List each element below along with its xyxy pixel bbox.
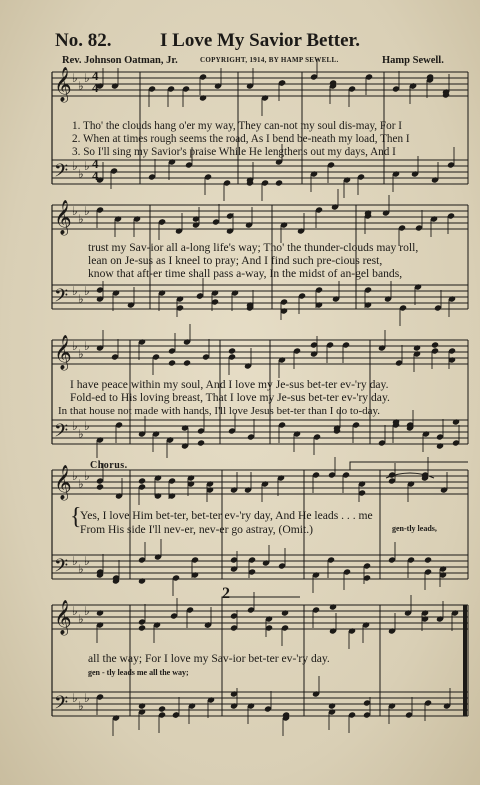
flat-sign: ♭ xyxy=(72,71,78,85)
note-head xyxy=(138,577,146,584)
flat-sign: ♭ xyxy=(78,212,84,226)
time-signature: 4 xyxy=(92,156,99,171)
treble-clef: 𝄞 xyxy=(54,335,72,370)
system1-verse1: 1. Tho' the clouds hang o'er my way, They can-not my soul dis-may, For I xyxy=(72,120,402,132)
bass-clef: 𝄢 xyxy=(54,693,69,718)
treble-clef: 𝄞 xyxy=(54,67,72,102)
flat-sign: ♭ xyxy=(84,71,90,85)
bass-clef: 𝄢 xyxy=(54,421,69,446)
flat-sign: ♭ xyxy=(72,419,78,433)
system2-verse1: trust my Sav-ior all a-long life's way; Tho' the thunder-clouds may roll, xyxy=(88,241,419,254)
flat-sign: ♭ xyxy=(72,554,78,568)
system3-verse3: In that house not made with hands, I'll love Jesus bet-ter than I do to-day. xyxy=(58,405,381,417)
time-signature: 4 xyxy=(92,168,99,183)
hymn-number: No. 82. xyxy=(55,30,112,51)
verse-brace: { xyxy=(70,504,82,530)
bass-clef: 𝄢 xyxy=(54,556,69,581)
note-head xyxy=(413,344,421,351)
note-head xyxy=(138,702,146,709)
final-line: all the way; For I love my Sav-ior bet-ter ev-'ry day. xyxy=(88,652,330,665)
note-head xyxy=(228,347,236,354)
flat-sign: ♭ xyxy=(78,699,84,713)
flat-sign: ♭ xyxy=(84,604,90,618)
flat-sign: ♭ xyxy=(84,339,90,353)
note-head xyxy=(138,477,146,484)
note-head xyxy=(275,179,283,186)
note-head xyxy=(197,439,205,446)
flat-sign: ♭ xyxy=(72,284,78,298)
flat-sign: ♭ xyxy=(78,562,84,576)
flat-sign: ♭ xyxy=(72,339,78,353)
system3-verse1: I have peace within my soul, And I love my Je-sus bet-ter ev-'ry day. xyxy=(70,378,389,391)
first-ending-bracket xyxy=(350,462,468,470)
flat-sign: ♭ xyxy=(72,691,78,705)
note-head xyxy=(96,483,104,490)
copyright-notice: COPYRIGHT, 1914, BY HAMP SEWELL. xyxy=(200,56,339,64)
flat-sign: ♭ xyxy=(78,292,84,306)
flat-sign: ♭ xyxy=(84,159,90,173)
system1-verse2: 2. When at times rough seems the road, As I bend be-neath my load, Then I xyxy=(72,133,410,145)
treble-clef: 𝄞 xyxy=(54,200,72,235)
flat-sign: ♭ xyxy=(78,477,84,491)
flat-sign: ♭ xyxy=(84,284,90,298)
system1-verse3: 3. So I'll sing my Savior's praise While He lengthens out my days, And I xyxy=(72,146,396,158)
flat-sign: ♭ xyxy=(84,204,90,218)
treble-clef: 𝄞 xyxy=(54,465,72,500)
note-head xyxy=(96,609,104,616)
flat-sign: ♭ xyxy=(78,427,84,441)
note-head xyxy=(281,609,289,616)
system2-verse2: lean on Je-sus as I kneel to pray; And I find such pre-cious rest, xyxy=(88,254,383,267)
final-bass-words: gen - tly leads me all the way; xyxy=(88,668,189,677)
note-head xyxy=(199,94,207,101)
system3-verse2: Fold-ed to His loving breast, That I love my Je-sus bet-ter ev-'ry day. xyxy=(70,391,390,404)
bass-clef: 𝄢 xyxy=(54,286,69,311)
flat-sign: ♭ xyxy=(84,419,90,433)
flat-sign: ♭ xyxy=(72,204,78,218)
flat-sign: ♭ xyxy=(78,347,84,361)
flat-sign: ♭ xyxy=(78,167,84,181)
chorus-line1: Yes, I love Him bet-ter, bet-ter ev-'ry day, And He leads . . . me xyxy=(80,509,373,522)
flat-sign: ♭ xyxy=(78,612,84,626)
chorus-line2: From His side I'll nev-er, nev-er go astray, (Omit.) xyxy=(80,523,314,536)
flat-sign: ♭ xyxy=(72,469,78,483)
hymn-title: I Love My Savior Better. xyxy=(160,30,361,51)
composer: Hamp Sewell. xyxy=(382,55,444,66)
note-head xyxy=(158,705,166,712)
note-head xyxy=(436,442,444,449)
lyricist: Rev. Johnson Oatman, Jr. xyxy=(62,55,178,66)
note-head xyxy=(328,702,336,709)
note-head xyxy=(431,341,439,348)
note-head xyxy=(183,359,191,366)
flat-sign: ♭ xyxy=(78,79,84,93)
note-head xyxy=(329,603,337,610)
flat-sign: ♭ xyxy=(72,604,78,618)
note-head xyxy=(452,418,460,425)
flat-sign: ♭ xyxy=(84,691,90,705)
flat-sign: ♭ xyxy=(84,469,90,483)
treble-clef: 𝄞 xyxy=(54,600,72,635)
note-head xyxy=(168,359,176,366)
chorus-bass-words: gen-tly leads, xyxy=(392,524,437,533)
chorus-label: Chorus. xyxy=(90,460,128,471)
final-barline xyxy=(463,605,467,716)
time-signature: 4 xyxy=(92,68,99,83)
system2-verse3: know that aft-er time shall pass a-way, In the midst of an-gel bands, xyxy=(88,267,403,280)
bass-clef: 𝄢 xyxy=(54,161,69,186)
second-ending-number: 2 xyxy=(222,585,230,602)
flat-sign: ♭ xyxy=(72,159,78,173)
time-signature: 4 xyxy=(92,80,99,95)
second-ending-bracket xyxy=(222,597,300,605)
note-head xyxy=(138,624,146,631)
flat-sign: ♭ xyxy=(84,554,90,568)
note-head xyxy=(424,556,432,563)
